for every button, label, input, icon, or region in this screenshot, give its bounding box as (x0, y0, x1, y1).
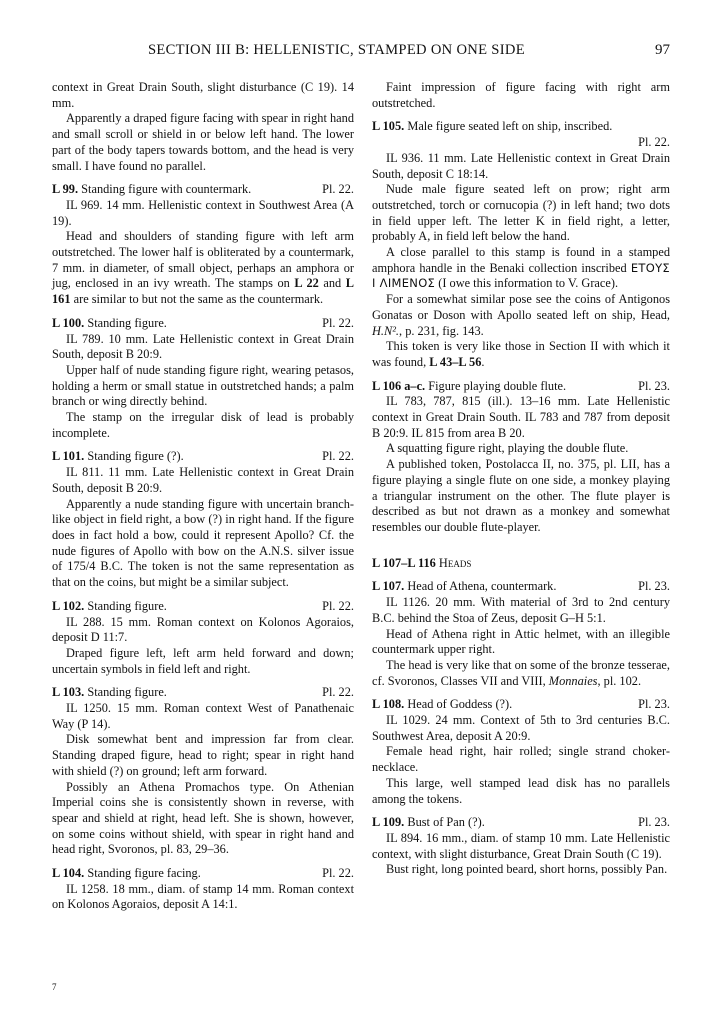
entry-heading (372, 697, 670, 713)
entry-id: L 99. (52, 182, 79, 197)
subsection-label: Heads (438, 555, 472, 570)
entry-id: L 101. (52, 449, 85, 464)
entry-description: Female head right, hair rolled; single strand choker-necklace. (372, 744, 670, 775)
entry-heading (372, 379, 670, 395)
plate-reference: Pl. 23. (638, 815, 670, 830)
entry-title: Standing figure. (87, 315, 167, 330)
catalog-entry-l100 (52, 316, 354, 442)
right-column (372, 80, 670, 878)
entry-id: L 104. (52, 866, 85, 881)
entry-note: This token is very like those in Section II with which it was found, L 43–L 56. (372, 339, 670, 369)
entry-title: Standing figure (?). (87, 449, 184, 464)
entry-note: The head is very like that on some of the bronze tesserae, cf. Svoronos, Classes VII and VIII, Monnaies, pl. 102. (372, 657, 670, 688)
entry-heading (52, 182, 354, 198)
entry-heading (52, 449, 354, 465)
plate-reference: Pl. 22. (322, 182, 354, 197)
entry-id: L 108. (372, 697, 405, 712)
entry-detail: IL 789. 10 mm. Late Hellenistic context in Great Drain South, deposit B 20:9. (52, 331, 354, 362)
entry-heading (372, 579, 670, 595)
entry-detail: IL 1250. 15 mm. Roman context West of Panathenaic Way (P 14). (52, 701, 354, 731)
cross-reference: L 43–L 56 (429, 354, 482, 369)
plate-reference: Pl. 23. (638, 579, 670, 594)
entry-id: L 106 a–c. (372, 378, 426, 393)
continuation-description: Apparently a draped figure facing with spear in right hand and small scroll or shield in or below left hand. The lower part of the body tapers towards bottom, and the head is very small. I have found no parallel. (52, 111, 354, 173)
catalog-entry-l103 (52, 685, 354, 858)
catalog-entry-l105 (372, 119, 670, 370)
greek-inscription: ΕΤΟΥΣ Ι ΛΙΜΕΝΟΣ (372, 260, 670, 291)
entry-id: L 100. (52, 315, 85, 330)
entry-heading (372, 815, 670, 831)
entry-title: Standing figure facing. (87, 866, 201, 881)
continuation-description: Faint impression of figure facing with right arm outstretched. (372, 80, 670, 110)
entry-description: Disk somewhat bent and impression far from clear. Standing draped figure, head to right; spear in right hand with shield (?) on ground; left arm forward. (52, 732, 354, 778)
entry-description: Apparently a nude standing figure with uncertain branch-like object in field right, a bow (?) in right hand. If the figure does in fact hold a bow, could it represent Apollo? Cf. the nude figures of Apollo with bow on the A.N.S. silver issue of 175/4 B.C. The token is not the same representation as that on the coins, but might be a similar subject. (52, 496, 354, 590)
entry-note: This large, well stamped lead disk has no parallels among the tokens. (372, 775, 670, 806)
continuation-text: context in Great Drain South, slight disturbance (C 19). 14 mm. (52, 80, 354, 110)
catalog-entry-l101 (52, 449, 354, 590)
entry-description: Draped figure left, left arm held forward and down; uncertain symbols in field left and right. (52, 645, 354, 676)
catalog-entry-l106 (372, 379, 670, 536)
entry-parallel: A close parallel to this stamp is found in a stamped amphora handle in the Benaki collection inscribed ΕΤΟΥΣ Ι ΛΙΜΕΝΟΣ (I owe this information to V. Grace). (372, 245, 670, 291)
catalog-entry-l104 (52, 866, 354, 913)
citation-title: H.N². (372, 323, 400, 338)
entry-comparison: For a somewhat similar pose see the coins of Antigonos Gonatas or Doson with Apollo seated left on ship, Head, H.N²., p. 231, fig. 143. (372, 292, 670, 338)
entry-note: Possibly an Athena Promachos type. On Athenian Imperial coins she is consistently shown in reverse, with spear and shield at right, head left. She is shown, however, on some coins without shield, with spear in right hand and head right, Svoronos, pl. 83, 29–36. (52, 779, 354, 857)
entry-detail: IL 1029. 24 mm. Context of 5th to 3rd centuries B.C. Southwest Area, deposit A 20:9. (372, 713, 670, 743)
plate-reference: Pl. 22. (322, 685, 354, 700)
entry-description: Bust right, long pointed beard, short horns, possibly Pan. (386, 862, 668, 877)
catalog-entry-l102 (52, 599, 354, 678)
entry-description: Head and shoulders of standing figure with left arm outstretched. The lower half is obliterated by a countermark, 7 mm. in diameter, of small object, perhaps an amphora or jug, enclosed in an ivy wreath. The stamps on L 22 and L 161 are similar to but not the same as the countermark. (52, 229, 354, 307)
entry-description: A squatting figure right, playing the double flute. (386, 441, 629, 456)
entry-heading (52, 685, 354, 701)
entry-title: Head of Athena, countermark. (407, 579, 557, 594)
entry-title: Standing figure. (87, 598, 167, 613)
entry-id: L 109. (372, 815, 405, 830)
entry-title: Head of Goddess (?). (407, 697, 513, 712)
plate-reference: Pl. 22. (638, 135, 670, 150)
entry-heading (52, 599, 354, 615)
entry-detail: IL 1258. 18 mm., diam. of stamp 14 mm. Roman context on Kolonos Agoraios, deposit A 14:1. (52, 881, 354, 912)
entry-heading (52, 316, 354, 332)
plate-reference: Pl. 22. (322, 315, 354, 330)
entry-title: Standing figure with countermark. (81, 182, 252, 197)
entry-detail: IL 811. 11 mm. Late Hellenistic context in Great Drain South, deposit B 20:9. (52, 465, 354, 495)
entry-detail: IL 1126. 20 mm. With material of 3rd to 2nd century B.C. behind the Stoa of Zeus, deposit G–H 5:1. (372, 595, 670, 625)
entry-id: L 105. (372, 119, 405, 134)
plate-reference: Pl. 22. (322, 866, 354, 881)
entry-heading (372, 119, 670, 135)
entry-note: A published token, Postolacca II, no. 375, pl. LII, has a figure playing a single flute on one side, a monkey playing a triangular instrument on the other. The flute player is described as but not drawn as a monkey and somewhat resembles our double flute-player. (372, 457, 670, 534)
entry-title: Figure playing double flute. (428, 378, 567, 393)
entry-detail: IL 783, 787, 815 (ill.). 13–16 mm. Late Hellenistic context in Great Drain South. IL 783 and 787 from deposit B 20:9. IL 815 from area B 20. (372, 394, 670, 440)
entry-description: Nude male figure seated left on prow; right arm outstretched, torch or cornucopia (?) in left hand; two dots in field upper left. The letter K in field right, a letter, probably A, in field left below the hand. (372, 182, 670, 244)
subsection-heading-heads (372, 556, 670, 572)
running-header (52, 42, 670, 68)
catalog-entry-l107 (372, 579, 670, 689)
entry-description: Upper half of nude standing figure right, wearing petasos, holding a herm or small statue in outstretched hands; a palm branch or wing directly behind. (52, 362, 354, 409)
entry-id: L 103. (52, 685, 85, 700)
plate-reference: Pl. 22. (322, 449, 354, 464)
catalog-entry-l108 (372, 697, 670, 807)
cross-reference: L 161 (52, 276, 354, 307)
entry-title: Standing figure. (87, 685, 167, 700)
entry-title: Bust of Pan (?). (407, 815, 485, 830)
entry-detail: IL 969. 14 mm. Hellenistic context in Southwest Area (A 19). (52, 197, 354, 228)
entry-detail: IL 288. 15 mm. Roman context on Kolonos Agoraios, deposit D 11:7. (52, 614, 354, 645)
section-title: SECTION III B: HELLENISTIC, STAMPED ON ONE SIDE (148, 42, 525, 58)
entry-id: L 107. (372, 579, 405, 594)
entry-title: Male figure seated left on ship, inscribed. (407, 119, 613, 134)
signature-mark: 7 (52, 982, 57, 992)
page-number: 97 (655, 42, 670, 58)
entry-note: The stamp on the irregular disk of lead is probably incomplete. (52, 410, 354, 440)
entry-description: Head of Athena right in Attic helmet, with an illegible countermark upper right. (372, 626, 670, 657)
plate-reference: Pl. 22. (322, 598, 354, 613)
entry-id: L 102. (52, 598, 85, 613)
entry-heading (52, 866, 354, 882)
catalog-entry-l99 (52, 182, 354, 308)
plate-reference: Pl. 23. (638, 697, 670, 712)
cross-reference: L 22 (294, 276, 319, 291)
plate-reference: Pl. 23. (638, 378, 670, 393)
subsection-range: L 107–L 116 (372, 555, 436, 570)
citation-title: Monnaies (548, 673, 598, 688)
entry-detail: IL 894. 16 mm., diam. of stamp 10 mm. Late Hellenistic context, with slight disturbance, Great Drain South (C 19). (372, 830, 670, 861)
catalog-entry-l109 (372, 815, 670, 878)
entry-detail: IL 936. 11 mm. Late Hellenistic context in Great Drain South, deposit C 18:14. (372, 150, 670, 181)
left-column (52, 80, 354, 913)
